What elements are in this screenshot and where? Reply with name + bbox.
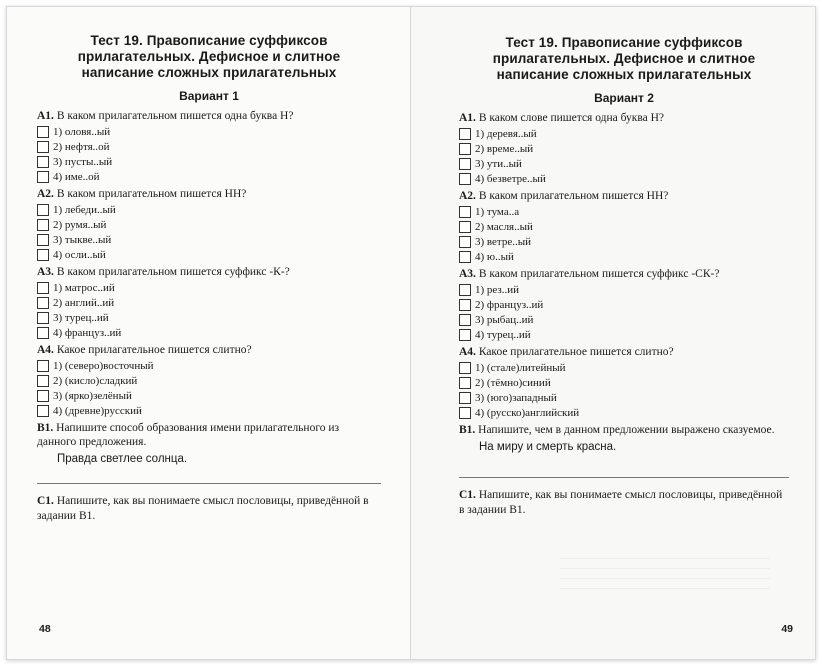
question-text: В каком прилагательном пишется суффикс -К-? [56,266,290,278]
variant-label: Вариант 2 [594,91,654,105]
question-number: A2. [459,190,476,202]
answer-option[interactable] [37,139,381,154]
checkbox[interactable] [459,128,471,140]
question-text: В каком прилагательном пишется НН? [56,188,247,200]
option-label: 1) рез..ий [475,283,520,296]
checkbox[interactable] [37,249,49,261]
divider [459,477,789,478]
answer-option[interactable] [37,280,381,295]
answer-option[interactable] [37,124,381,139]
answer-option[interactable] [459,126,789,141]
question-number: C1. [37,495,54,507]
checkbox[interactable] [37,141,49,153]
title-line: написание сложных прилагательных [81,65,337,80]
answer-option[interactable] [459,234,789,249]
checkbox[interactable] [459,377,471,389]
option-label: 4) безветре..ый [475,172,546,185]
question-number: A2. [37,188,54,200]
answer-option[interactable] [37,388,381,403]
faded-line [560,558,770,559]
answer-option[interactable] [459,405,789,420]
question-text: В каком прилагательном пишется одна буква Н? [56,110,294,122]
checkbox[interactable] [37,234,49,246]
checkbox[interactable] [459,251,471,263]
answer-option[interactable] [459,219,789,234]
answer-option[interactable] [459,282,789,297]
checkbox[interactable] [459,407,471,419]
answer-option[interactable] [37,154,381,169]
option-label: 4) ю..ый [475,250,514,263]
answer-option[interactable] [459,297,789,312]
answer-option[interactable] [37,325,381,340]
option-label: 4) име..ой [53,170,100,183]
question-number: A3. [459,268,476,280]
option-label: 3) (юго)западный [475,391,557,404]
checkbox[interactable] [37,297,49,309]
left-page [7,7,411,659]
option-label: 3) (ярко)зелёный [53,389,132,402]
question-number: A3. [37,266,54,278]
answer-option[interactable] [37,202,381,217]
question-b1 [459,423,789,437]
question-a4 [37,343,381,418]
question-a4 [459,345,789,420]
question-text: В каком прилагательном пишется суффикс -СК-? [478,268,720,280]
question-number: B1. [459,424,476,436]
checkbox[interactable] [459,362,471,374]
option-label: 1) деревя..ый [475,127,537,140]
answer-option[interactable] [459,375,789,390]
option-label: 1) оловя..ый [53,125,111,138]
answer-option[interactable] [459,360,789,375]
option-label: 3) рыбац..ий [475,313,534,326]
test-title [459,35,789,83]
page-number: 49 [781,623,793,635]
checkbox[interactable] [459,206,471,218]
question-a2 [459,189,789,264]
option-label: 2) нефтя..ой [53,140,110,153]
checkbox[interactable] [37,204,49,216]
checkbox[interactable] [37,282,49,294]
option-label: 4) турец..ий [475,328,531,341]
question-text: Напишите, как вы понимаете смысл пословицы, приведённой в задании В1. [37,495,369,522]
option-label: 3) ветре..ый [475,235,532,248]
question-a1 [37,109,381,184]
question-text: Напишите, чем в данном предложении выражено сказуемое. [478,424,775,436]
checkbox[interactable] [37,219,49,231]
checkbox[interactable] [459,314,471,326]
option-label: 3) ути..ый [475,157,522,170]
checkbox[interactable] [37,126,49,138]
option-label: 2) масля..ый [475,220,533,233]
question-a1 [459,111,789,186]
answer-option[interactable] [459,141,789,156]
answer-option[interactable] [37,232,381,247]
title-line: Тест 19. Правописание суффиксов [505,35,743,50]
option-label: 4) осли..ый [53,248,106,261]
question-c1 [459,488,789,518]
option-label: 2) француз..ий [475,298,544,311]
option-label: 3) турец..ий [53,311,109,324]
checkbox[interactable] [459,284,471,296]
option-label: 1) (стале)литейный [475,361,566,374]
title-line: прилагательных. Дефисное и слитное [77,49,341,64]
faded-line [560,588,770,589]
answer-option[interactable] [459,312,789,327]
answer-option[interactable] [37,310,381,325]
answer-option[interactable] [459,249,789,264]
faded-line [560,568,770,569]
answer-option[interactable] [37,217,381,232]
option-label: 4) (древне)русский [53,404,142,417]
checkbox[interactable] [37,390,49,402]
checkbox[interactable] [37,327,49,339]
answer-option[interactable] [459,204,789,219]
question-text: В каком прилагательном пишется НН? [478,190,669,202]
checkbox[interactable] [37,405,49,417]
checkbox[interactable] [459,299,471,311]
answer-option[interactable] [37,295,381,310]
example-sentence: На миру и смерть красна. [479,441,617,453]
question-text: Какое прилагательное пишется слитно? [56,344,252,356]
checkbox[interactable] [459,143,471,155]
option-label: 2) (кисло)сладкий [53,374,138,387]
answer-option[interactable] [459,390,789,405]
option-label: 2) англий..ий [53,296,115,309]
checkbox[interactable] [37,156,49,168]
question-a3 [37,265,381,340]
question-number: A1. [459,112,476,124]
option-label: 1) тума..а [475,205,520,218]
test-title [37,33,381,81]
checkbox[interactable] [459,173,471,185]
answer-option[interactable] [37,373,381,388]
faded-bleedthrough-lines [560,558,770,598]
answer-option[interactable] [37,358,381,373]
title-line: Тест 19. Правописание суффиксов [90,33,328,48]
option-label: 1) матрос..ий [53,281,115,294]
answer-option[interactable] [459,156,789,171]
checkbox[interactable] [37,171,49,183]
question-a3 [459,267,789,342]
answer-option[interactable] [37,169,381,184]
faded-line [560,578,770,579]
question-number: B1. [37,422,54,434]
option-label: 4) (русско)английский [475,406,580,419]
question-text: В каком слове пишется одна буква Н? [478,112,665,124]
option-label: 3) тыкве..ый [53,233,112,246]
option-label: 2) румя..ый [53,218,107,231]
answer-option[interactable] [37,403,381,418]
page-number: 48 [39,623,51,635]
answer-option[interactable] [37,247,381,262]
option-label: 2) (тёмно)синий [475,376,551,389]
title-line: написание сложных прилагательных [496,67,752,82]
question-text: Напишите способ образования имени прилагательного из данного предложения. [37,422,340,448]
checkbox[interactable] [37,312,49,324]
checkbox[interactable] [459,158,471,170]
question-text: Какое прилагательное пишется слитно? [478,346,674,358]
answer-option[interactable] [459,171,789,186]
checkbox[interactable] [37,360,49,372]
option-label: 2) време..ый [475,142,534,155]
option-label: 1) лебеди..ый [53,203,116,216]
checkbox[interactable] [37,375,49,387]
title-line: прилагательных. Дефисное и слитное [492,51,756,66]
option-label: 1) (северо)восточный [53,359,154,372]
divider [37,483,381,484]
option-label: 4) француз..ий [53,326,122,339]
question-number: C1. [459,489,476,501]
question-a2 [37,187,381,262]
question-text: Напишите, как вы понимаете смысл пословицы, приведённой в задании В1. [459,489,783,516]
question-number: A4. [37,344,54,356]
checkbox[interactable] [459,221,471,233]
checkbox[interactable] [459,392,471,404]
checkbox[interactable] [459,329,471,341]
checkbox[interactable] [459,236,471,248]
question-c1 [37,494,381,524]
example-sentence: Правда светлее солнца. [57,453,188,465]
question-b1 [37,421,381,449]
question-number: A1. [37,110,54,122]
variant-label: Вариант 1 [179,89,239,103]
question-number: A4. [459,346,476,358]
option-label: 3) пусты..ый [53,155,113,168]
answer-option[interactable] [459,327,789,342]
